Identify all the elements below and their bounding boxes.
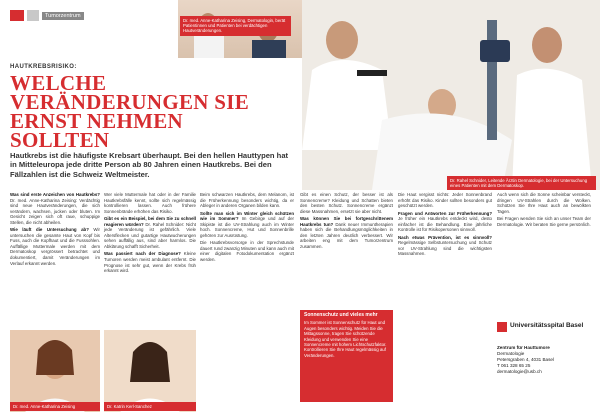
question: Fragen und Antworten zur Früherkennung? <box>398 210 492 216</box>
question: Was können Sie bei fortgeschrittenem Hautkrebs tun? <box>300 216 393 227</box>
answer: Je früher ein Hautkrebs entdeckt wird, desto einfacher ist die Behandlung. Eine jährliche Kontrolle ist für Risikopersonen sinnvoll. <box>398 216 492 233</box>
text-column-3 <box>200 192 294 265</box>
answer: Regelmässige Selbstuntersuchung und Schutz vor UV-Strahlung sind die wichtigsten Massnahmen. <box>398 240 492 257</box>
text-column-1 <box>10 192 100 268</box>
answer: Auch wenn sich die Sonne scheinbar versteckt, dringen UV-Strahlen durch die Wolken. Schützen Sie Ihre Haut auch an bewölkten Tagen. <box>497 192 591 214</box>
answer: Wir untersuchen die gesamte Haut von Kopf bis Fuss, auch die Kopfhaut und die Fusssohlen. Auffällige Muttermale werden mit dem Dermatoskop vergrössert betrachtet und dokumentiert, damit Veränderungen im Verlauf erkannt werden. <box>10 227 100 266</box>
usb-logo-mark <box>497 322 507 332</box>
info-box-text: Im Sommer ist Sonnenschutz für Haut und Augen besonders wichtig. Meiden Sie die Mittagssonne, tragen Sie schützende Kleidung und verwenden Sie eine Sonnencreme mit hohem Lichtschutzfaktor. Kontrollieren Sie Ihre Haut regelmässig auf Veränderungen. <box>304 320 387 358</box>
contact-email: dermatologie@usb.ch <box>497 369 542 374</box>
brand-logo <box>10 10 24 21</box>
answer: Bei Fragen wenden Sie sich an unser Team der Dermatologie. Wir beraten Sie gerne persönlich. <box>497 216 591 227</box>
caption-top-photo: Dr. med. Anne-Katharina Zeising, Dermatologin, berät Patientinnen und Patienten bei verdächtigen Hautveränderungen. <box>180 16 291 36</box>
text-column-5 <box>398 192 492 259</box>
portrait-left <box>10 330 100 412</box>
info-box-title: Sonnenschutz und vieles mehr <box>304 312 378 318</box>
contact-org: Universitätsspital Basel <box>510 322 584 329</box>
question: Was passiert nach der Diagnose? <box>104 251 181 257</box>
photo-examination <box>302 0 600 190</box>
brand-logo-box-2 <box>27 10 39 21</box>
answer: Gibt es einen Schutz, der besser ist als Sonnencreme? Kleidung und Schatten bieten den besten Schutz. Sonnencreme ergänzt diese Massnahmen, ersetzt sie aber nicht. <box>300 192 393 214</box>
section-tag: Tumorzentrum <box>42 12 84 20</box>
answer: Wer viele Muttermale hat oder in der Familie Hautkrebsfälle kennt, sollte sich regelmässig kontrollieren lassen. Auch frühere Sonnenbrände erhöhen das Risiko. <box>104 192 196 214</box>
answer: Dank neuer Immuntherapien haben sich die Behandlungsmöglichkeiten in den letzten Jahren deutlich verbessert. Wir arbeiten eng mit dem Tumorzentrum zusammen. <box>300 221 393 249</box>
answer: Im Gebirge und auf der Skipiste ist die UV-Strahlung auch im Winter hoch. Sonnencreme, Hut und Sonnenbrille gehören zur Ausrüstung. <box>200 216 294 238</box>
question: Wie läuft die Untersuchung ab? <box>10 227 89 233</box>
info-box <box>300 310 393 402</box>
contact-phone: T 061 328 65 25 <box>497 363 531 368</box>
contact-address: Petersgraben 4, 4031 Basel <box>497 357 554 362</box>
text-column-6 <box>497 192 591 229</box>
text-column-4 <box>300 192 393 251</box>
contact-unit: Dermatologie <box>497 351 525 356</box>
question: Gibt es ein Beispiel, bei dem Sie zu schnell reagieren würden? <box>104 216 196 227</box>
question: Sollte man sich im Winter gleich schützen wie im Sommer? <box>200 210 294 222</box>
answer: Dr. med. Anne-Katharina Zeising: Verdächtig sind neue Hautveränderungen, die sich verändern, wachsen, jucken oder bluten. Im Gesicht zeigen sich oft raue, schuppige Stellen, die nicht abheilen. <box>10 197 100 225</box>
portrait-right <box>104 330 196 412</box>
article-lead: Hautkrebs ist die häufigste Krebsart überhaupt. Bei den hellen Hauttypen hat in Mitteleuropa jede dritte Person ab 80 Jahren einen Hautkrebs. Bei den Fällzahlen ist die Schweiz Weltmeister. <box>10 151 289 179</box>
answer: Beim schwarzen Hautkrebs, dem Melanom, ist die Früherkennung besonders wichtig, da er Ableger in anderen Organen bilden kann. <box>200 192 294 209</box>
caption-main-photo: Dr. Rahel Schnider, Leitende Ärztin Dermatologie, bei der Untersuchung eines Patienten mit dem Dermatoskop. <box>447 176 596 190</box>
answer: Kleine Tumoren werden meist ambulant entfernt. Die Prognose ist sehr gut, wenn der Krebs früh erkannt wird. <box>104 251 196 274</box>
caption-portrait-right: Dr. Katrin Kerl-Sanchez <box>104 402 196 411</box>
answer: Die Hautkrebsvorsorge in der Sprechstunde dauert rund zwanzig Minuten und kann auch mit einer digitalen Fotodokumentation ergänzt werden. <box>200 240 294 263</box>
question: Nach etwas Prävention, ist es sinnvoll? <box>398 234 492 240</box>
contact-dept: Zentrum für Hauttumore <box>497 345 550 350</box>
text-column-2 <box>104 192 196 276</box>
caption-portrait-left: Dr. med. Anne-Katharina Zeising <box>10 402 100 411</box>
question: Was sind erste Anzeichen von Hautkrebs? <box>10 192 100 197</box>
article-title: WELCHE VERÄNDERUNGEN SIE ERNST NEHMEN SOLLTEN <box>10 71 250 152</box>
answer: Dr. Rahel Schnider: Nicht jede Veränderung ist gefährlich. Viele Altersflecken und gutartige Hautwucherungen sehen auffällig aus, sind aber harmlos. Die Abklärung schafft Sicherheit. <box>104 221 196 249</box>
answer: Die Haut vergisst nichts: Jeder Sonnenbrand erhöht das Risiko. Kinder sollten besonders gut geschützt werden. <box>398 192 492 209</box>
article-kicker: HAUTKREBSRISIKO: <box>10 64 77 70</box>
